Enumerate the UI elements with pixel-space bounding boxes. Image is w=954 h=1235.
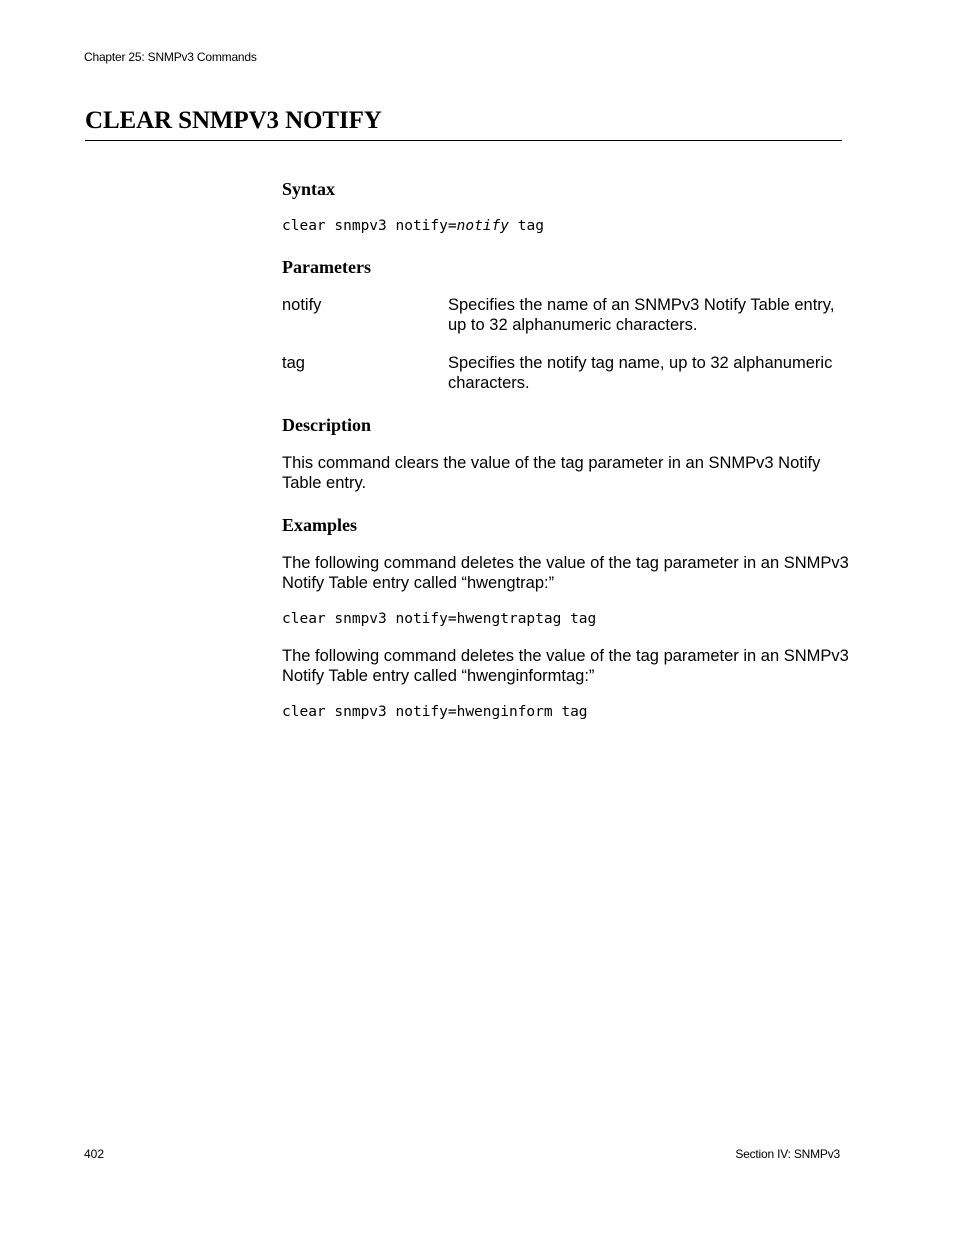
syntax-command-param: notify	[456, 218, 509, 234]
content-body	[282, 178, 852, 722]
examples-section	[282, 514, 852, 722]
parameters-heading: Parameters	[282, 257, 371, 277]
syntax-command-suffix: tag	[509, 218, 544, 234]
description-heading: Description	[282, 415, 371, 435]
example-text: The following command deletes the value of the tag parameter in an SNMPv3 Notify Table entry called “hwengtrap:”	[282, 554, 849, 592]
syntax-section	[282, 178, 852, 236]
parameters-section	[282, 256, 852, 393]
example-command: clear snmpv3 notify=hwengtraptag tag	[282, 611, 597, 627]
parameter-row-notify	[282, 295, 852, 335]
examples-heading: Examples	[282, 515, 358, 535]
parameter-name: notify	[282, 296, 322, 314]
description-section	[282, 414, 852, 493]
syntax-command	[282, 216, 852, 236]
page-number: 402	[84, 1147, 105, 1161]
parameter-description: Specifies the name of an SNMPv3 Notify Table entry, up to 32 alphanumeric characters.	[448, 296, 835, 334]
running-header: Chapter 25: SNMPv3 Commands	[84, 50, 257, 64]
parameter-row-tag	[282, 353, 852, 393]
parameter-name: tag	[282, 354, 305, 372]
parameter-description: Specifies the notify tag name, up to 32 alphanumeric characters.	[448, 354, 833, 392]
syntax-heading: Syntax	[282, 179, 336, 199]
example-text: The following command deletes the value of the tag parameter in an SNMPv3 Notify Table entry called “hwenginformtag:”	[282, 647, 849, 685]
running-footer-section: Section IV: SNMPv3	[735, 1147, 840, 1161]
page-title: CLEAR SNMPV3 NOTIFY	[85, 107, 382, 134]
description-text: This command clears the value of the tag parameter in an SNMPv3 Notify Table entry.	[282, 454, 821, 492]
syntax-command-prefix: clear snmpv3 notify=	[282, 218, 457, 234]
example-command: clear snmpv3 notify=hwenginform tag	[282, 704, 588, 720]
title-rule	[85, 140, 842, 141]
